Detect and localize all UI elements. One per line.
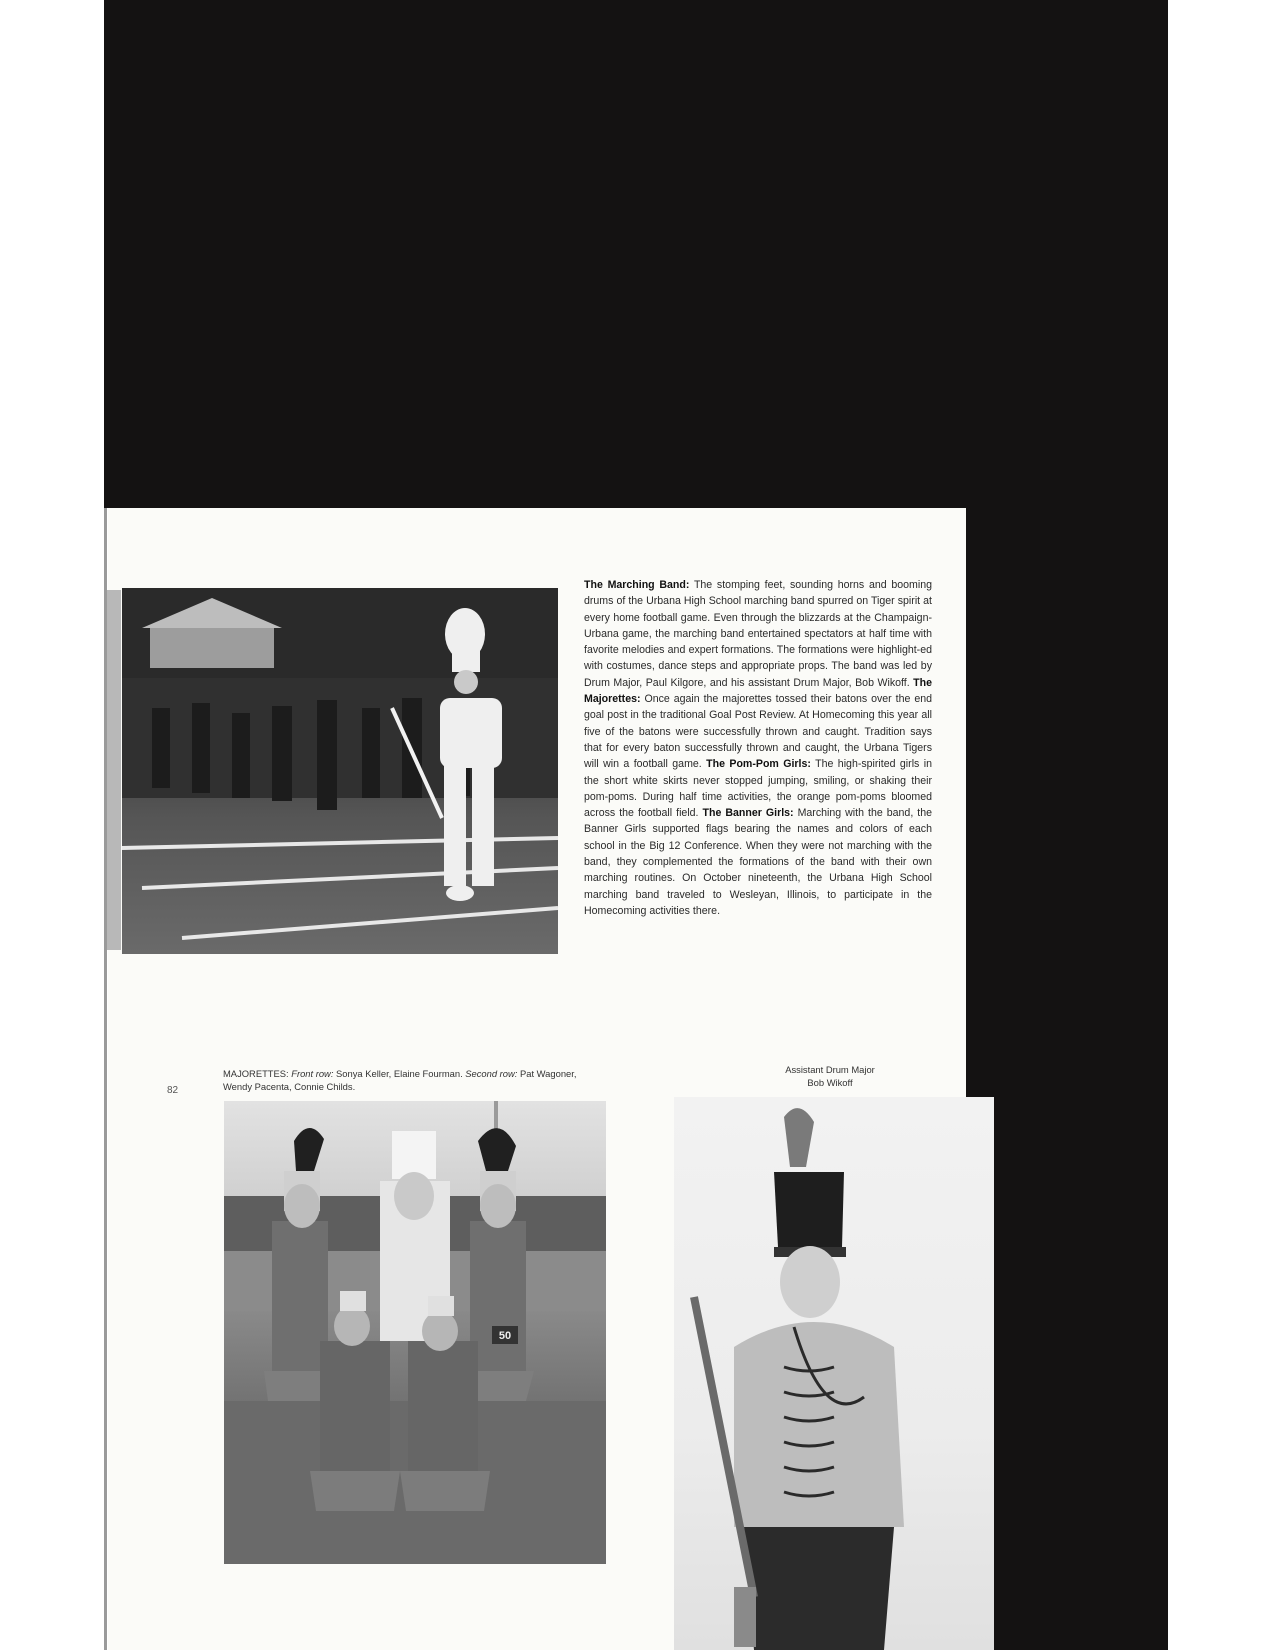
caption-label: MAJORETTES: [223, 1068, 292, 1079]
body-banner-girls: Marching with the band, the Banner Girls supported flags bearing the names and colors of each school in the Big 12 Conference. When they were not marching with the band, they complemented the formations of the band with their own marching routines. On October nineteenth, the Urbana High School marching band traveled to Wesleyan, Illinois, to participate in the Homecoming activities there. [584, 807, 932, 917]
caption-front-row-label: Front row: [291, 1068, 334, 1079]
caption-second-row-names: Pat Wagoner, Wendy Pacenta, Connie Childs. [223, 1068, 577, 1092]
article-text [584, 577, 932, 919]
caption-second-row-label: Second row: [465, 1068, 518, 1079]
majorettes-photo [224, 1101, 606, 1564]
drum-major-caption [765, 1064, 895, 1089]
marching-band-photo [122, 588, 558, 954]
drum-major-photo [674, 1097, 994, 1650]
drum-major-caption-line1: Assistant Drum Major [785, 1064, 875, 1075]
heading-banner-girls: The Banner Girls: [702, 807, 794, 820]
page-binding-strip [107, 590, 121, 950]
drum-major-illustration [674, 1097, 994, 1650]
majorettes-illustration [224, 1101, 606, 1564]
scan-background-right [965, 500, 1168, 1650]
yard-marker-label: 50 [498, 1330, 512, 1342]
caption-front-row-names: Sonya Keller, Elaine Fourman. [333, 1068, 466, 1079]
heading-marching-band: The Marching Band: [584, 579, 690, 591]
body-pom-pom-girls: The high-spirited girls in the short white skirts never stopped jumping, smiling, or shaking their pom-poms. During half time activities, the orange pom-poms bloomed across the football field. [584, 758, 932, 820]
majorettes-caption [223, 1067, 603, 1093]
scan-background-top [104, 0, 1168, 508]
drum-major-caption-line2: Bob Wikoff [807, 1076, 853, 1088]
page-number: 82 [167, 1085, 179, 1096]
body-marching-band: The stomping feet, sounding horns and booming drums of the Urbana High School marching band spurred on Tiger spirit at every home football game. Even through the blizzards at the Champaign-Urbana game, the marching band entertained spectators at half time with favorite melodies and expert formations. The formations were highlight-ed with costumes, dance steps and appropriate props. The band was led by Drum Major, Paul Kilgore, and his assistant Drum Major, Bob Wikoff. [584, 579, 933, 689]
heading-majorettes: The Majorettes: [584, 676, 932, 706]
body-majorettes: Once again the majorettes tossed their batons over the end goal post in the traditional Goal Post Review. At Homecoming this year all five of the batons were successfully thrown and caught. Tradition says that for every baton successfully thrown and caught, the Urbana Tigers will win a football game. [584, 693, 932, 771]
heading-pom-pom-girls: The Pom-Pom Girls: [706, 758, 811, 771]
marching-band-illustration [122, 588, 558, 954]
